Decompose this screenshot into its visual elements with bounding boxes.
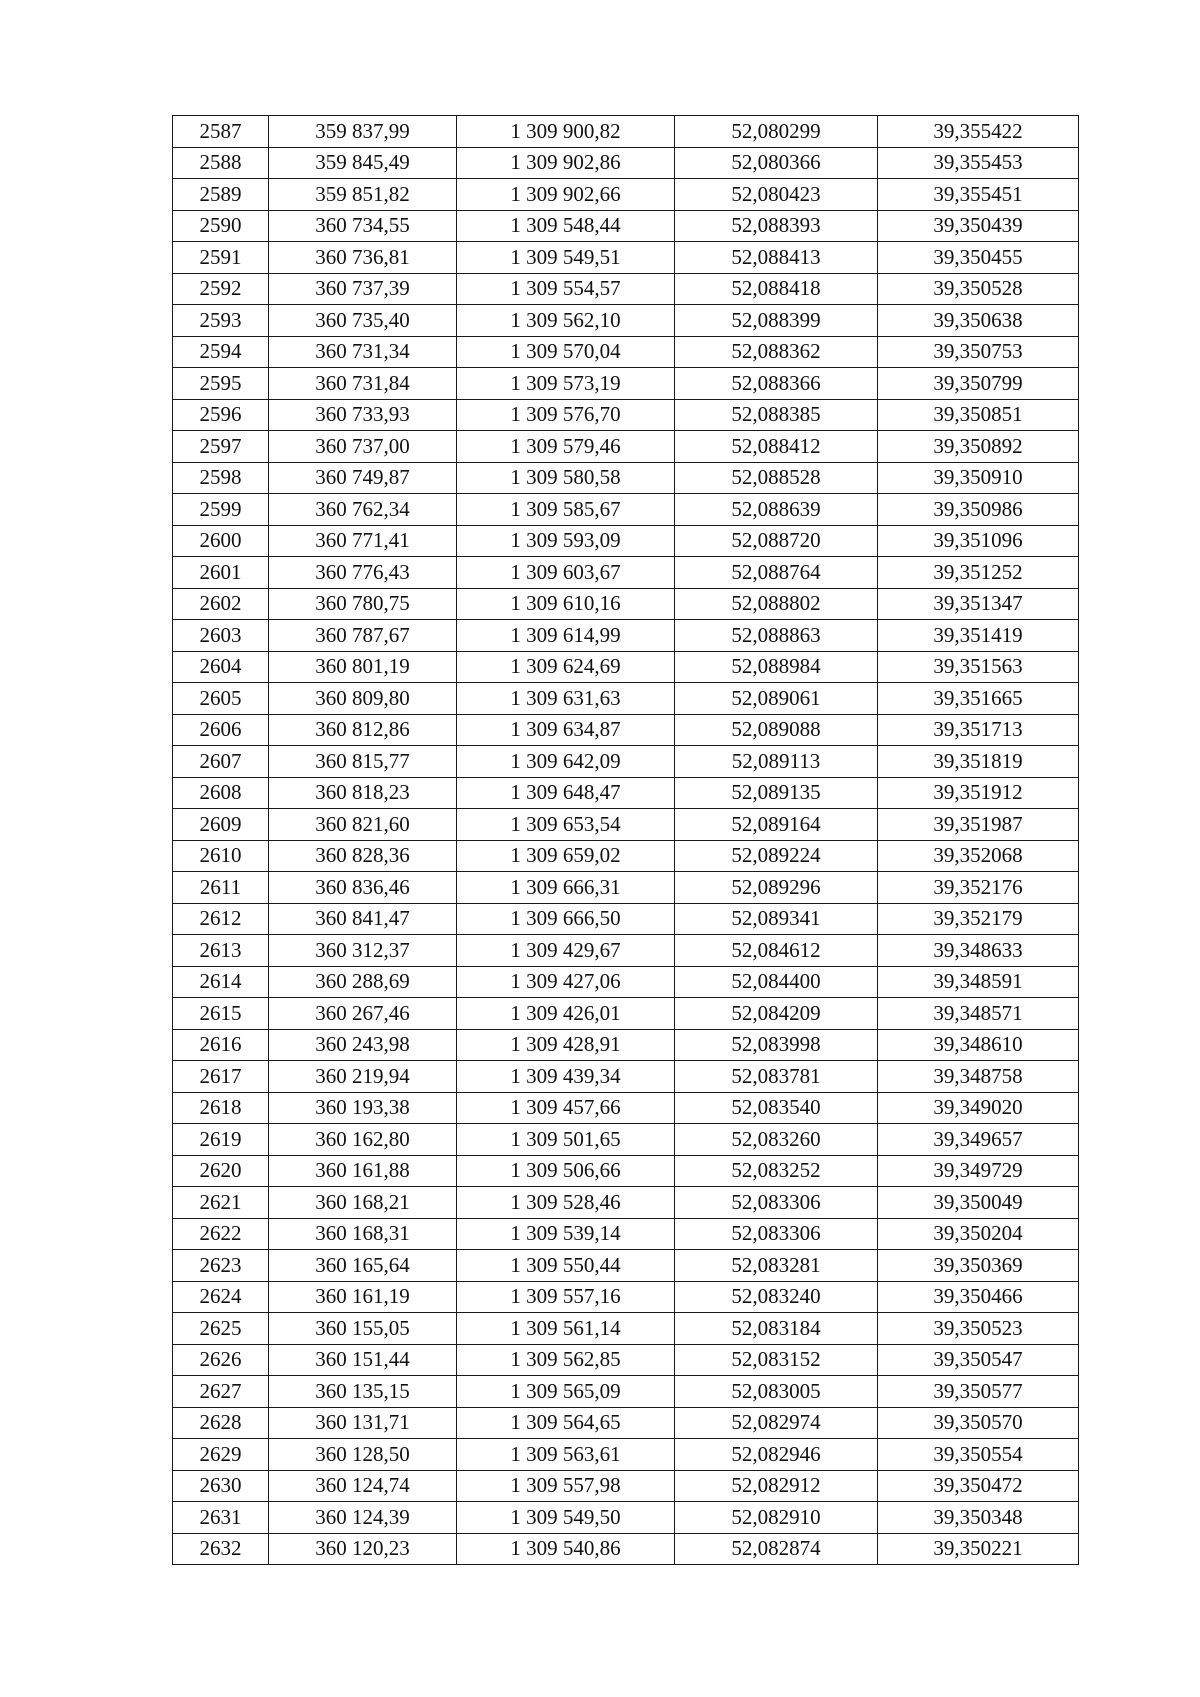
x-coordinate-cell: 360 776,43: [269, 557, 457, 589]
y-coordinate-cell: 1 309 570,04: [457, 336, 675, 368]
longitude-cell: 39,350348: [878, 1502, 1079, 1534]
latitude-cell: 52,083540: [675, 1092, 878, 1124]
y-coordinate-cell: 1 309 562,10: [457, 305, 675, 337]
table-row: [173, 1124, 1079, 1156]
table-row: [173, 1281, 1079, 1313]
y-coordinate-cell: 1 309 426,01: [457, 998, 675, 1030]
longitude-cell: 39,350892: [878, 431, 1079, 463]
latitude-cell: 52,088984: [675, 651, 878, 683]
table-row: [173, 1029, 1079, 1061]
point-number-cell: 2598: [173, 462, 269, 494]
latitude-cell: 52,089164: [675, 809, 878, 841]
y-coordinate-cell: 1 309 501,65: [457, 1124, 675, 1156]
table-row: [173, 1250, 1079, 1282]
point-number-cell: 2604: [173, 651, 269, 683]
table-row: [173, 1218, 1079, 1250]
latitude-cell: 52,083998: [675, 1029, 878, 1061]
longitude-cell: 39,348633: [878, 935, 1079, 967]
table-row: [173, 1092, 1079, 1124]
latitude-cell: 52,083281: [675, 1250, 878, 1282]
latitude-cell: 52,083240: [675, 1281, 878, 1313]
longitude-cell: 39,355453: [878, 147, 1079, 179]
y-coordinate-cell: 1 309 653,54: [457, 809, 675, 841]
longitude-cell: 39,350466: [878, 1281, 1079, 1313]
table-row: [173, 273, 1079, 305]
table-row: [173, 1470, 1079, 1502]
y-coordinate-cell: 1 309 900,82: [457, 116, 675, 148]
latitude-cell: 52,088764: [675, 557, 878, 589]
y-coordinate-cell: 1 309 614,99: [457, 620, 675, 652]
point-number-cell: 2599: [173, 494, 269, 526]
point-number-cell: 2627: [173, 1376, 269, 1408]
coordinates-table: [172, 115, 1079, 1565]
longitude-cell: 39,349657: [878, 1124, 1079, 1156]
x-coordinate-cell: 360 731,84: [269, 368, 457, 400]
point-number-cell: 2611: [173, 872, 269, 904]
table-row: [173, 651, 1079, 683]
table-row: [173, 966, 1079, 998]
longitude-cell: 39,350570: [878, 1407, 1079, 1439]
table-row: [173, 1061, 1079, 1093]
y-coordinate-cell: 1 309 561,14: [457, 1313, 675, 1345]
y-coordinate-cell: 1 309 631,63: [457, 683, 675, 715]
x-coordinate-cell: 360 818,23: [269, 777, 457, 809]
point-number-cell: 2589: [173, 179, 269, 211]
latitude-cell: 52,082946: [675, 1439, 878, 1471]
x-coordinate-cell: 360 193,38: [269, 1092, 457, 1124]
point-number-cell: 2624: [173, 1281, 269, 1313]
longitude-cell: 39,348571: [878, 998, 1079, 1030]
longitude-cell: 39,348610: [878, 1029, 1079, 1061]
point-number-cell: 2605: [173, 683, 269, 715]
point-number-cell: 2619: [173, 1124, 269, 1156]
x-coordinate-cell: 359 851,82: [269, 179, 457, 211]
table-row: [173, 1155, 1079, 1187]
latitude-cell: 52,088639: [675, 494, 878, 526]
latitude-cell: 52,082874: [675, 1533, 878, 1565]
latitude-cell: 52,089088: [675, 714, 878, 746]
y-coordinate-cell: 1 309 593,09: [457, 525, 675, 557]
latitude-cell: 52,089224: [675, 840, 878, 872]
x-coordinate-cell: 360 809,80: [269, 683, 457, 715]
table-row: [173, 179, 1079, 211]
y-coordinate-cell: 1 309 557,98: [457, 1470, 675, 1502]
latitude-cell: 52,083005: [675, 1376, 878, 1408]
y-coordinate-cell: 1 309 573,19: [457, 368, 675, 400]
table-row: [173, 1313, 1079, 1345]
point-number-cell: 2595: [173, 368, 269, 400]
coordinates-table-body: [173, 116, 1079, 1565]
latitude-cell: 52,089296: [675, 872, 878, 904]
y-coordinate-cell: 1 309 666,31: [457, 872, 675, 904]
latitude-cell: 52,084209: [675, 998, 878, 1030]
y-coordinate-cell: 1 309 576,70: [457, 399, 675, 431]
longitude-cell: 39,350638: [878, 305, 1079, 337]
x-coordinate-cell: 360 168,31: [269, 1218, 457, 1250]
longitude-cell: 39,350369: [878, 1250, 1079, 1282]
y-coordinate-cell: 1 309 562,85: [457, 1344, 675, 1376]
longitude-cell: 39,350554: [878, 1439, 1079, 1471]
y-coordinate-cell: 1 309 624,69: [457, 651, 675, 683]
latitude-cell: 52,089113: [675, 746, 878, 778]
point-number-cell: 2618: [173, 1092, 269, 1124]
point-number-cell: 2621: [173, 1187, 269, 1219]
latitude-cell: 52,088863: [675, 620, 878, 652]
x-coordinate-cell: 360 162,80: [269, 1124, 457, 1156]
y-coordinate-cell: 1 309 563,61: [457, 1439, 675, 1471]
table-row: [173, 242, 1079, 274]
y-coordinate-cell: 1 309 439,34: [457, 1061, 675, 1093]
latitude-cell: 52,088720: [675, 525, 878, 557]
latitude-cell: 52,082910: [675, 1502, 878, 1534]
y-coordinate-cell: 1 309 427,06: [457, 966, 675, 998]
latitude-cell: 52,083306: [675, 1218, 878, 1250]
table-row: [173, 336, 1079, 368]
point-number-cell: 2610: [173, 840, 269, 872]
y-coordinate-cell: 1 309 565,09: [457, 1376, 675, 1408]
x-coordinate-cell: 360 124,39: [269, 1502, 457, 1534]
table-row: [173, 872, 1079, 904]
x-coordinate-cell: 360 124,74: [269, 1470, 457, 1502]
point-number-cell: 2597: [173, 431, 269, 463]
y-coordinate-cell: 1 309 659,02: [457, 840, 675, 872]
longitude-cell: 39,352179: [878, 903, 1079, 935]
y-coordinate-cell: 1 309 610,16: [457, 588, 675, 620]
table-row: [173, 1187, 1079, 1219]
point-number-cell: 2591: [173, 242, 269, 274]
point-number-cell: 2617: [173, 1061, 269, 1093]
point-number-cell: 2601: [173, 557, 269, 589]
table-row: [173, 525, 1079, 557]
point-number-cell: 2623: [173, 1250, 269, 1282]
x-coordinate-cell: 360 128,50: [269, 1439, 457, 1471]
point-number-cell: 2590: [173, 210, 269, 242]
longitude-cell: 39,355451: [878, 179, 1079, 211]
point-number-cell: 2594: [173, 336, 269, 368]
latitude-cell: 52,088418: [675, 273, 878, 305]
latitude-cell: 52,082974: [675, 1407, 878, 1439]
longitude-cell: 39,351096: [878, 525, 1079, 557]
x-coordinate-cell: 360 736,81: [269, 242, 457, 274]
y-coordinate-cell: 1 309 548,44: [457, 210, 675, 242]
latitude-cell: 52,089135: [675, 777, 878, 809]
point-number-cell: 2596: [173, 399, 269, 431]
longitude-cell: 39,350851: [878, 399, 1079, 431]
x-coordinate-cell: 360 734,55: [269, 210, 457, 242]
point-number-cell: 2629: [173, 1439, 269, 1471]
x-coordinate-cell: 360 815,77: [269, 746, 457, 778]
latitude-cell: 52,089061: [675, 683, 878, 715]
point-number-cell: 2613: [173, 935, 269, 967]
table-row: [173, 840, 1079, 872]
point-number-cell: 2626: [173, 1344, 269, 1376]
longitude-cell: 39,352068: [878, 840, 1079, 872]
longitude-cell: 39,355422: [878, 116, 1079, 148]
table-row: [173, 1533, 1079, 1565]
longitude-cell: 39,351819: [878, 746, 1079, 778]
longitude-cell: 39,348591: [878, 966, 1079, 998]
y-coordinate-cell: 1 309 585,67: [457, 494, 675, 526]
point-number-cell: 2628: [173, 1407, 269, 1439]
x-coordinate-cell: 360 731,34: [269, 336, 457, 368]
latitude-cell: 52,088802: [675, 588, 878, 620]
x-coordinate-cell: 359 845,49: [269, 147, 457, 179]
y-coordinate-cell: 1 309 579,46: [457, 431, 675, 463]
y-coordinate-cell: 1 309 539,14: [457, 1218, 675, 1250]
table-row: [173, 683, 1079, 715]
longitude-cell: 39,349729: [878, 1155, 1079, 1187]
table-row: [173, 1439, 1079, 1471]
latitude-cell: 52,088366: [675, 368, 878, 400]
table-row: [173, 714, 1079, 746]
table-row: [173, 777, 1079, 809]
table-row: [173, 431, 1079, 463]
longitude-cell: 39,350472: [878, 1470, 1079, 1502]
latitude-cell: 52,084612: [675, 935, 878, 967]
x-coordinate-cell: 360 151,44: [269, 1344, 457, 1376]
table-row: [173, 746, 1079, 778]
x-coordinate-cell: 360 243,98: [269, 1029, 457, 1061]
y-coordinate-cell: 1 309 429,67: [457, 935, 675, 967]
y-coordinate-cell: 1 309 603,67: [457, 557, 675, 589]
latitude-cell: 52,083184: [675, 1313, 878, 1345]
latitude-cell: 52,084400: [675, 966, 878, 998]
x-coordinate-cell: 360 131,71: [269, 1407, 457, 1439]
longitude-cell: 39,350910: [878, 462, 1079, 494]
point-number-cell: 2608: [173, 777, 269, 809]
point-number-cell: 2612: [173, 903, 269, 935]
y-coordinate-cell: 1 309 648,47: [457, 777, 675, 809]
y-coordinate-cell: 1 309 549,51: [457, 242, 675, 274]
table-row: [173, 1344, 1079, 1376]
longitude-cell: 39,351252: [878, 557, 1079, 589]
latitude-cell: 52,088385: [675, 399, 878, 431]
latitude-cell: 52,088399: [675, 305, 878, 337]
longitude-cell: 39,350439: [878, 210, 1079, 242]
longitude-cell: 39,350204: [878, 1218, 1079, 1250]
y-coordinate-cell: 1 309 564,65: [457, 1407, 675, 1439]
point-number-cell: 2602: [173, 588, 269, 620]
x-coordinate-cell: 360 120,23: [269, 1533, 457, 1565]
longitude-cell: 39,351563: [878, 651, 1079, 683]
table-row: [173, 1376, 1079, 1408]
point-number-cell: 2593: [173, 305, 269, 337]
latitude-cell: 52,080366: [675, 147, 878, 179]
longitude-cell: 39,350547: [878, 1344, 1079, 1376]
latitude-cell: 52,080299: [675, 116, 878, 148]
table-row: [173, 935, 1079, 967]
x-coordinate-cell: 360 312,37: [269, 935, 457, 967]
x-coordinate-cell: 360 165,64: [269, 1250, 457, 1282]
x-coordinate-cell: 360 288,69: [269, 966, 457, 998]
longitude-cell: 39,351347: [878, 588, 1079, 620]
table-row: [173, 399, 1079, 431]
table-row: [173, 116, 1079, 148]
longitude-cell: 39,350049: [878, 1187, 1079, 1219]
longitude-cell: 39,351987: [878, 809, 1079, 841]
y-coordinate-cell: 1 309 457,66: [457, 1092, 675, 1124]
point-number-cell: 2588: [173, 147, 269, 179]
table-row: [173, 305, 1079, 337]
x-coordinate-cell: 360 749,87: [269, 462, 457, 494]
latitude-cell: 52,088362: [675, 336, 878, 368]
table-row: [173, 494, 1079, 526]
longitude-cell: 39,351419: [878, 620, 1079, 652]
table-row: [173, 1407, 1079, 1439]
longitude-cell: 39,349020: [878, 1092, 1079, 1124]
y-coordinate-cell: 1 309 506,66: [457, 1155, 675, 1187]
longitude-cell: 39,351912: [878, 777, 1079, 809]
latitude-cell: 52,088412: [675, 431, 878, 463]
point-number-cell: 2615: [173, 998, 269, 1030]
point-number-cell: 2600: [173, 525, 269, 557]
table-row: [173, 368, 1079, 400]
point-number-cell: 2609: [173, 809, 269, 841]
latitude-cell: 52,083152: [675, 1344, 878, 1376]
x-coordinate-cell: 359 837,99: [269, 116, 457, 148]
x-coordinate-cell: 360 780,75: [269, 588, 457, 620]
latitude-cell: 52,083260: [675, 1124, 878, 1156]
point-number-cell: 2606: [173, 714, 269, 746]
y-coordinate-cell: 1 309 550,44: [457, 1250, 675, 1282]
x-coordinate-cell: 360 762,34: [269, 494, 457, 526]
y-coordinate-cell: 1 309 557,16: [457, 1281, 675, 1313]
point-number-cell: 2630: [173, 1470, 269, 1502]
table-row: [173, 147, 1079, 179]
table-row: [173, 1502, 1079, 1534]
latitude-cell: 52,088393: [675, 210, 878, 242]
x-coordinate-cell: 360 267,46: [269, 998, 457, 1030]
latitude-cell: 52,089341: [675, 903, 878, 935]
x-coordinate-cell: 360 828,36: [269, 840, 457, 872]
point-number-cell: 2622: [173, 1218, 269, 1250]
latitude-cell: 52,083306: [675, 1187, 878, 1219]
x-coordinate-cell: 360 821,60: [269, 809, 457, 841]
longitude-cell: 39,352176: [878, 872, 1079, 904]
x-coordinate-cell: 360 737,00: [269, 431, 457, 463]
latitude-cell: 52,080423: [675, 179, 878, 211]
y-coordinate-cell: 1 309 528,46: [457, 1187, 675, 1219]
x-coordinate-cell: 360 787,67: [269, 620, 457, 652]
longitude-cell: 39,350986: [878, 494, 1079, 526]
longitude-cell: 39,350799: [878, 368, 1079, 400]
table-row: [173, 588, 1079, 620]
latitude-cell: 52,082912: [675, 1470, 878, 1502]
x-coordinate-cell: 360 841,47: [269, 903, 457, 935]
point-number-cell: 2607: [173, 746, 269, 778]
longitude-cell: 39,350528: [878, 273, 1079, 305]
x-coordinate-cell: 360 836,46: [269, 872, 457, 904]
x-coordinate-cell: 360 161,19: [269, 1281, 457, 1313]
table-row: [173, 620, 1079, 652]
y-coordinate-cell: 1 309 428,91: [457, 1029, 675, 1061]
y-coordinate-cell: 1 309 902,86: [457, 147, 675, 179]
longitude-cell: 39,351713: [878, 714, 1079, 746]
y-coordinate-cell: 1 309 540,86: [457, 1533, 675, 1565]
y-coordinate-cell: 1 309 580,58: [457, 462, 675, 494]
point-number-cell: 2587: [173, 116, 269, 148]
latitude-cell: 52,088528: [675, 462, 878, 494]
table-row: [173, 557, 1079, 589]
table-row: [173, 809, 1079, 841]
x-coordinate-cell: 360 219,94: [269, 1061, 457, 1093]
x-coordinate-cell: 360 155,05: [269, 1313, 457, 1345]
y-coordinate-cell: 1 309 549,50: [457, 1502, 675, 1534]
latitude-cell: 52,083252: [675, 1155, 878, 1187]
table-row: [173, 903, 1079, 935]
longitude-cell: 39,350577: [878, 1376, 1079, 1408]
x-coordinate-cell: 360 735,40: [269, 305, 457, 337]
x-coordinate-cell: 360 801,19: [269, 651, 457, 683]
y-coordinate-cell: 1 309 902,66: [457, 179, 675, 211]
y-coordinate-cell: 1 309 634,87: [457, 714, 675, 746]
x-coordinate-cell: 360 812,86: [269, 714, 457, 746]
point-number-cell: 2603: [173, 620, 269, 652]
x-coordinate-cell: 360 733,93: [269, 399, 457, 431]
x-coordinate-cell: 360 135,15: [269, 1376, 457, 1408]
point-number-cell: 2614: [173, 966, 269, 998]
x-coordinate-cell: 360 771,41: [269, 525, 457, 557]
longitude-cell: 39,350455: [878, 242, 1079, 274]
point-number-cell: 2620: [173, 1155, 269, 1187]
point-number-cell: 2631: [173, 1502, 269, 1534]
x-coordinate-cell: 360 737,39: [269, 273, 457, 305]
longitude-cell: 39,348758: [878, 1061, 1079, 1093]
latitude-cell: 52,088413: [675, 242, 878, 274]
y-coordinate-cell: 1 309 666,50: [457, 903, 675, 935]
table-row: [173, 462, 1079, 494]
point-number-cell: 2625: [173, 1313, 269, 1345]
longitude-cell: 39,350221: [878, 1533, 1079, 1565]
y-coordinate-cell: 1 309 642,09: [457, 746, 675, 778]
longitude-cell: 39,350753: [878, 336, 1079, 368]
point-number-cell: 2592: [173, 273, 269, 305]
longitude-cell: 39,351665: [878, 683, 1079, 715]
x-coordinate-cell: 360 168,21: [269, 1187, 457, 1219]
table-row: [173, 210, 1079, 242]
point-number-cell: 2616: [173, 1029, 269, 1061]
longitude-cell: 39,350523: [878, 1313, 1079, 1345]
table-row: [173, 998, 1079, 1030]
x-coordinate-cell: 360 161,88: [269, 1155, 457, 1187]
point-number-cell: 2632: [173, 1533, 269, 1565]
latitude-cell: 52,083781: [675, 1061, 878, 1093]
y-coordinate-cell: 1 309 554,57: [457, 273, 675, 305]
